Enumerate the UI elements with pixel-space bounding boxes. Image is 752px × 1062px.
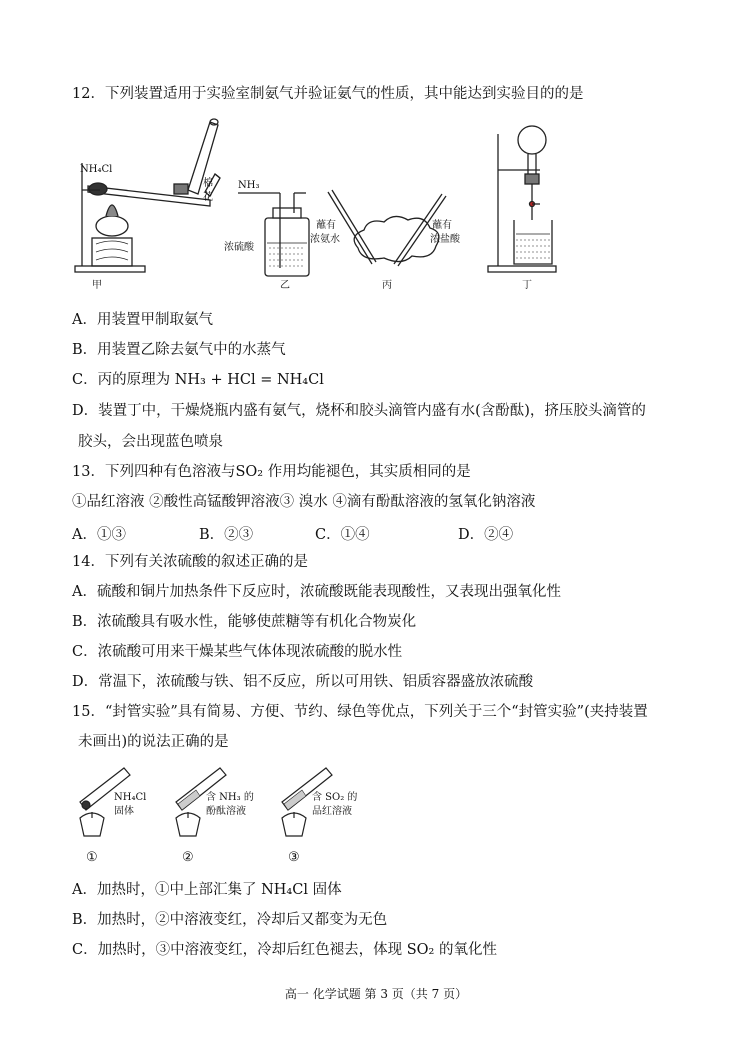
q12-stem: 12．下列装置适用于实验室制氨气并验证氨气的性质，其中能达到实验目的的是 <box>72 86 584 102</box>
label-dip-ammonia-2: 浓氨水 <box>310 234 340 245</box>
tube3-label-b: 品红溶液 <box>312 806 352 817</box>
label-dip-ammonia-1: 蘸有 <box>316 220 336 231</box>
q12-option-a: A．用装置甲制取氨气 <box>72 312 213 328</box>
tube2-label-a: 含 NH₃ 的 <box>206 792 254 803</box>
label-nh4cl: NH₄Cl <box>80 164 113 175</box>
q12-option-d-line2: 胶头，会出现蓝色喷泉 <box>78 434 223 450</box>
q15-option-b: B．加热时，②中溶液变红，冷却后又都变为无色 <box>72 912 388 928</box>
q12-option-c: C．丙的原理为 NH₃ + HCl = NH₄Cl <box>72 372 324 388</box>
q14-stem: 14．下列有关浓硫酸的叙述正确的是 <box>72 554 308 570</box>
q14-option-b: B．浓硫酸具有吸水性，能够使蔗糖等有机化合物炭化 <box>72 614 417 630</box>
q13-option-c: C．①④ <box>315 527 370 543</box>
label-nh3: NH₃ <box>238 180 260 191</box>
label-dip-hcl-1: 蘸有 <box>432 220 452 231</box>
q13-option-b: B．②③ <box>199 527 254 543</box>
q15-stem-line2: 未画出)的说法正确的是 <box>78 734 229 750</box>
page-footer: 高一 化学试题 第 3 页（共 7 页） <box>284 987 468 1001</box>
tube2-label-b: 酚酞溶液 <box>206 806 246 817</box>
q15-option-a: A．加热时，①中上部汇集了 NH₄Cl 固体 <box>72 882 342 898</box>
tube1-number: ① <box>86 850 98 865</box>
label-dip-hcl-2: 浓盐酸 <box>430 234 460 245</box>
q13-items: ①品红溶液 ②酸性高锰酸钾溶液③ 溴水 ④滴有酚酞溶液的氢氧化钠溶液 <box>72 494 536 510</box>
q15-stem-line1: 15．“封管实验”具有简易、方便、节约、绿色等优点，下列关于三个“封管实验”(夹持装置 <box>72 704 648 720</box>
q13-option-a: A．①③ <box>72 527 126 543</box>
label-cotton-2: 花 <box>203 192 213 203</box>
q12-figure <box>70 108 570 298</box>
label-cotton-1: 棉 <box>203 178 213 189</box>
q14-option-c: C．浓硫酸可用来干燥某些气体体现浓硫酸的脱水性 <box>72 644 403 660</box>
label-yi: 乙 <box>280 280 290 291</box>
q15-figure <box>72 760 372 870</box>
tube3-number: ③ <box>288 850 300 865</box>
label-bing: 丙 <box>382 280 392 291</box>
q14-option-d: D．常温下，浓硫酸与铁、铝不反应，所以可用铁、铝质容器盛放浓硫酸 <box>72 674 534 690</box>
label-jia: 甲 <box>92 280 102 291</box>
tube3-label-a: 含 SO₂ 的 <box>312 792 358 803</box>
q13-stem: 13．下列四种有色溶液与SO₂ 作用均能褪色，其实质相同的是 <box>72 464 471 480</box>
tube2-number: ② <box>182 850 194 865</box>
tube1-label-a: NH₄Cl <box>114 792 147 803</box>
q12-option-d-line1: D．装置丁中，干燥烧瓶内盛有氨气，烧杯和胶头滴管内盛有水(含酚酞)，挤压胶头滴管的 <box>72 403 646 419</box>
q14-option-a: A．硫酸和铜片加热条件下反应时，浓硫酸既能表现酸性，又表现出强氧化性 <box>72 584 561 600</box>
label-conc-h2so4: 浓硫酸 <box>224 242 254 253</box>
apparatus-drawing <box>70 108 570 298</box>
q12-option-b: B．用装置乙除去氨气中的水蒸气 <box>72 342 286 358</box>
label-ding: 丁 <box>522 280 532 291</box>
q15-option-c: C．加热时，③中溶液变红，冷却后红色褪去，体现 SO₂ 的氧化性 <box>72 942 497 958</box>
q13-option-d: D．②④ <box>458 527 514 543</box>
tube1-label-b: 固体 <box>114 806 134 817</box>
